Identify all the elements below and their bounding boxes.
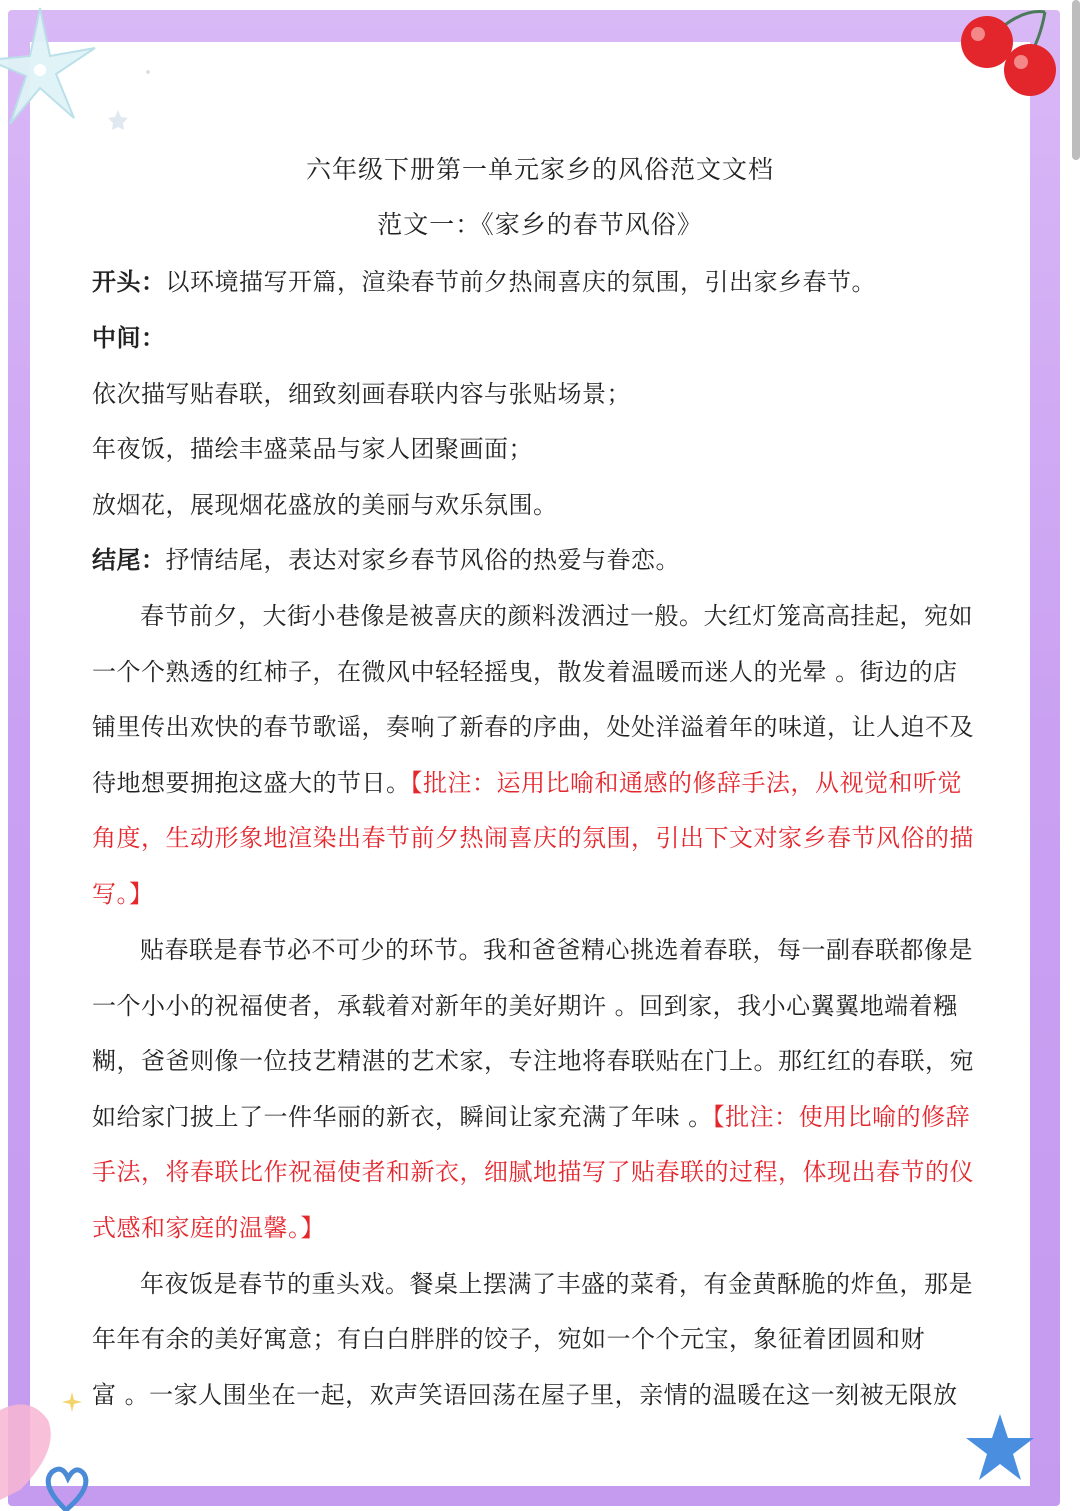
outline-opening: [92, 262, 992, 297]
paragraph-line: 一个小小的祝福使者，承载着对新年的美好期许 。回到家，我小心翼翼地端着糨: [92, 992, 958, 1020]
starfish-icon: [0, 0, 150, 150]
cherry-icon: [950, 0, 1080, 110]
middle-item: 放烟花，展现烟花盛放的美丽与欢乐氛围。: [92, 491, 558, 519]
document-title: 六年级下册第一单元家乡的风俗范文文档: [305, 155, 774, 184]
paragraph-text: 如给家门披上了一件华丽的新衣，瞬间让家充满了年味 。: [92, 1103, 713, 1131]
middle-item: 依次描写贴春联，细致刻画春联内容与张贴场景；: [92, 380, 631, 408]
paragraph-line: 糊，爸爸则像一位技艺精湛的艺术家，专注地将春联贴在门上。那红红的春联，宛: [92, 1047, 974, 1075]
outline-middle-label: [92, 318, 992, 353]
paragraph-line: [92, 763, 992, 798]
paragraph-line: 铺里传出欢快的春节歌谣，奏响了新春的序曲，处处洋溢着年的味道，让人迫不及: [92, 713, 974, 741]
opening-text: 以环境描写开篇，渲染春节前夕热闹喜庆的氛围，引出家乡春节。: [165, 268, 876, 296]
ending-text: 抒情结尾，表达对家乡春节风俗的热爱与眷恋。: [165, 546, 680, 574]
annotation-line: 式感和家庭的温馨。】: [92, 1214, 325, 1242]
annotation-line: 角度，生动形象地渲染出春节前夕热闹喜庆的氛围，引出下文对家乡春节风俗的描: [92, 824, 974, 852]
paragraph-line: 春节前夕，大街小巷像是被喜庆的颜料泼洒过一般。大红灯笼高高挂起，宛如: [140, 602, 973, 630]
opening-label: 开头：: [92, 267, 166, 296]
star-icon: [960, 1410, 1040, 1490]
annotation-text: 【批注：运用比喻和通感的修辞手法，从视觉和听觉: [410, 769, 962, 797]
annotation-line: 写。】: [92, 880, 154, 908]
outline-ending: [92, 540, 992, 575]
paragraph-line: 富 。一家人围坐在一起，欢声笑语回荡在屋子里，亲情的温暖在这一刻被无限放: [92, 1381, 958, 1409]
paragraph-line: 贴春联是春节必不可少的环节。我和爸爸精心挑选着春联，每一副春联都像是: [140, 936, 973, 964]
paragraph-line: 年年有余的美好寓意；有白白胖胖的饺子，宛如一个个元宝，象征着团圆和财: [92, 1325, 925, 1353]
ending-label: 结尾：: [92, 545, 166, 574]
middle-item: 年夜饭，描绘丰盛菜品与家人团聚画面；: [92, 435, 533, 463]
annotation-line: 手法，将春联比作祝福使者和新衣，细腻地描写了贴春联的过程，体现出春节的仪: [92, 1158, 974, 1186]
paragraph-line: 一个个熟透的红柿子，在微风中轻轻摇曳，散发着温暖而迷人的光晕 。街边的店: [92, 658, 958, 686]
paragraph-text: 待地想要拥抱这盛大的节日。: [92, 769, 411, 797]
paragraph-line: 年夜饭是春节的重头戏。餐桌上摆满了丰盛的菜肴，有金黄酥脆的炸鱼，那是: [140, 1270, 973, 1298]
middle-label: 中间：: [92, 323, 166, 352]
document-subtitle: 范文一：《家乡的春节风俗》: [377, 210, 703, 239]
sparkle-icon: [62, 1392, 82, 1412]
annotation-text: 【批注：使用比喻的修辞: [712, 1103, 971, 1131]
paragraph-line: [92, 1097, 992, 1132]
